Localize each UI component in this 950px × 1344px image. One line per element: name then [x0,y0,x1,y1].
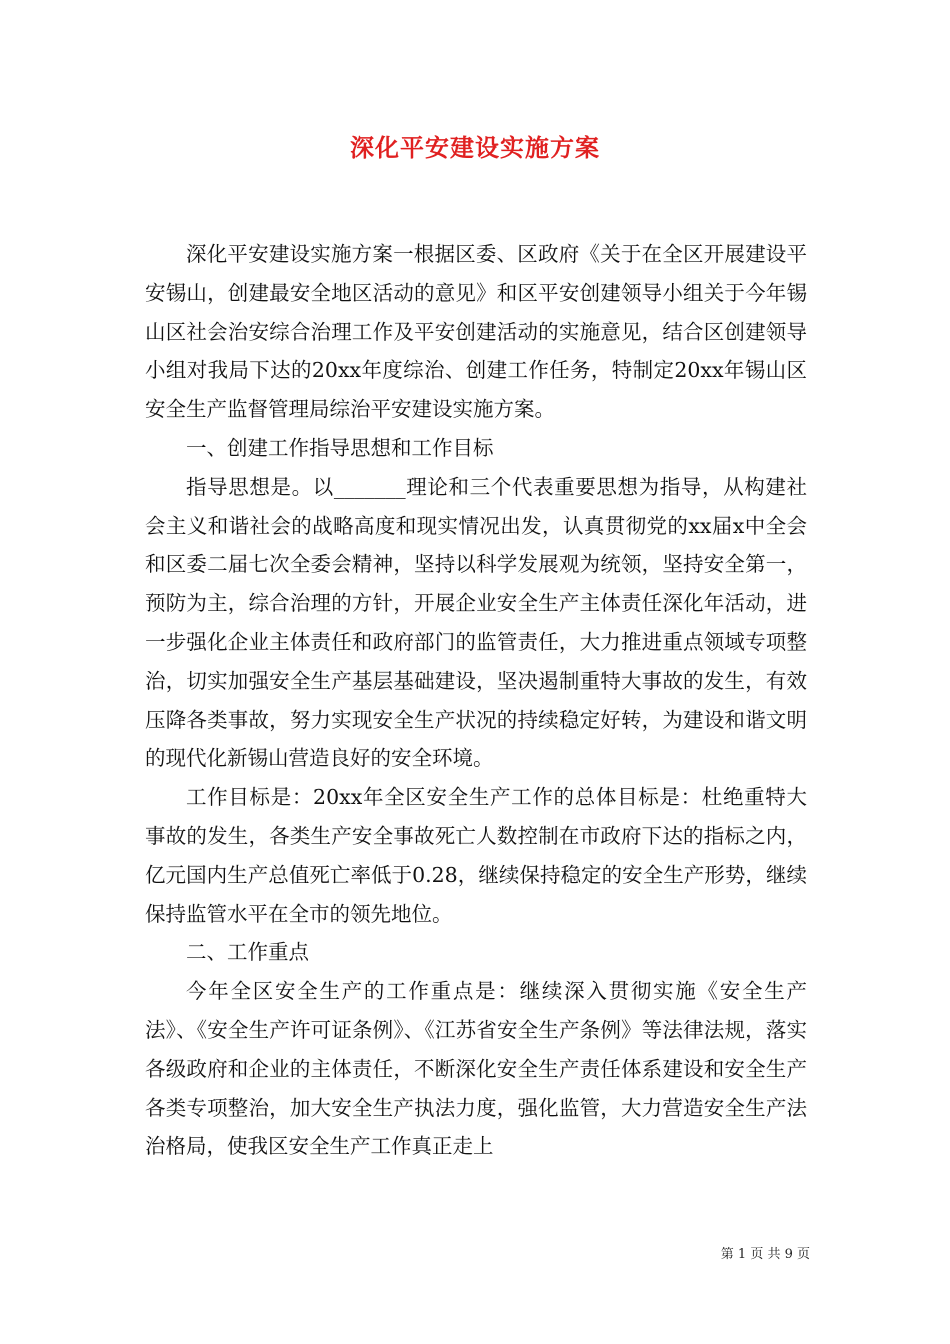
paragraph-work-focus: 今年全区安全生产的工作重点是：继续深入贯彻实施《安全生产法》、《安全生产许可证条例》、《江苏省安全生产条例》等法律法规，落实各级政府和企业的主体责任，不断深化安全生产责任体系建设和安全生产各类专项整治，加大安全生产执法力度，强化监管，大力营造安全生产法治格局，使我区安全生产工作真正走上 [145,979,807,1159]
page-number: 第 1 页 共 9 页 [720,1247,810,1262]
document-body [145,235,807,1166]
paragraph-intro: 深化平安建设实施方案一根据区委、区政府《关于在全区开展建设平安锡山，创建最安全地区活动的意见》和区平安创建领导小组关于今年锡山区社会治安综合治理工作及平安创建活动的实施意见，结合区创建领导小组对我局下达的20xx年度综治、创建工作任务，特制定20xx年锡山区安全生产监督管理局综治平安建设实施方案。 [145,242,807,422]
heading-section-2: 二、工作重点 [186,940,309,965]
paragraph-guiding-thought: 指导思想是。以_______理论和三个代表重要思想为指导，从构建社会主义和谐社会的战略高度和现实情况出发，认真贯彻党的xx届x中全会和区委二届七次全委会精神，坚持以科学发展观为统领，坚持安全第一，预防为主，综合治理的方针，开展企业安全生产主体责任深化年活动，进一步强化企业主体责任和政府部门的监管责任，大力推进重点领域专项整治，切实加强安全生产基层基础建设，坚决遏制重特大事故的发生，有效压降各类事故，努力实现安全生产状况的持续稳定好转，为建设和谐文明的现代化新锡山营造良好的安全环境。 [145,474,807,771]
paragraph-work-goal: 工作目标是：20xx年全区安全生产工作的总体目标是：杜绝重特大事故的发生，各类生产安全事故死亡人数控制在市政府下达的指标之内，亿元国内生产总值死亡率低于0.28，继续保持稳定的安全生产形势，继续保持监管水平在全市的领先地位。 [145,785,807,926]
heading-section-1: 一、创建工作指导思想和工作目标 [186,435,494,460]
page-title: 深化平安建设实施方案 [350,133,600,162]
